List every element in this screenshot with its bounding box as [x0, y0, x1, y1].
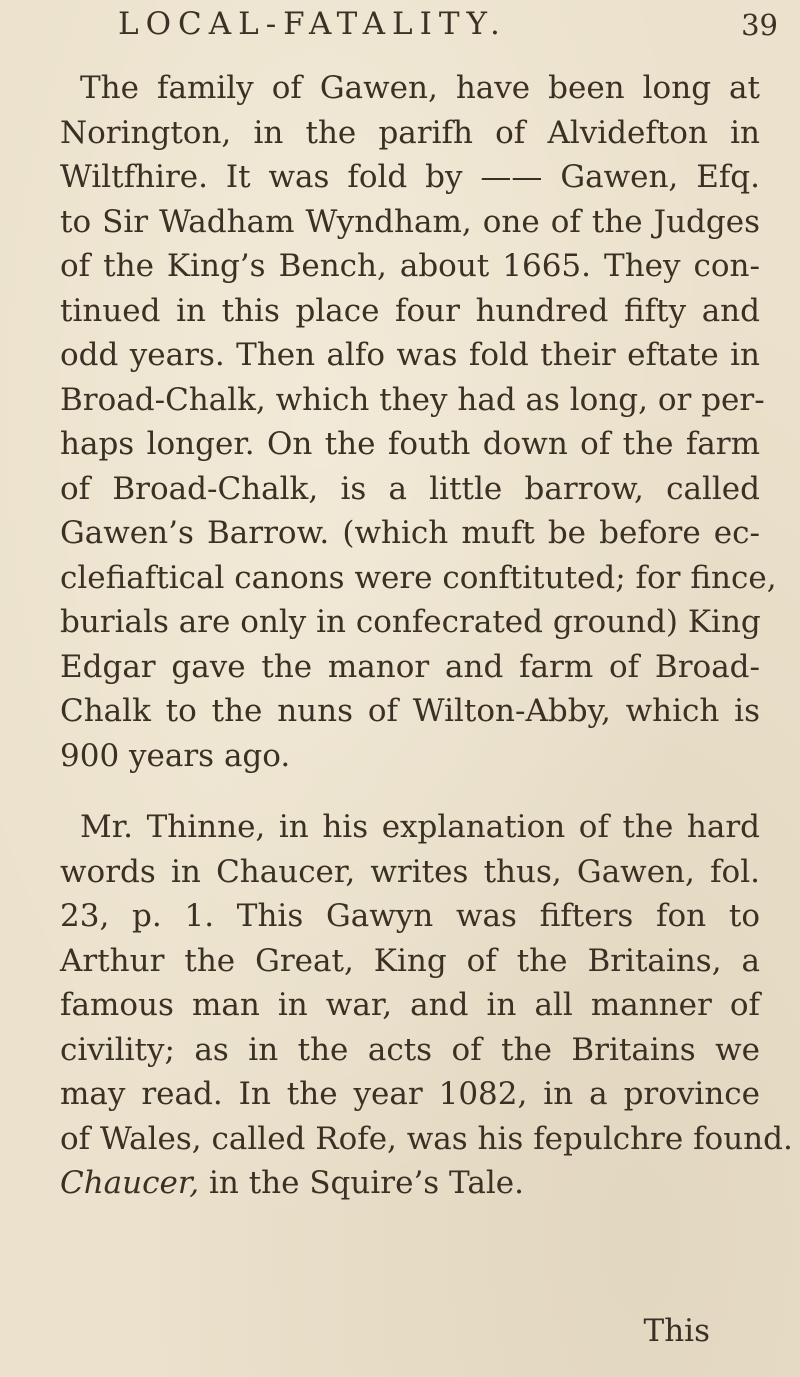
text-line: of Broad-Chalk, is a little barrow, called [60, 470, 760, 507]
text-line: civility; as in the acts of the Britains we [60, 1031, 760, 1068]
text-line: Mr. Thinne, in his explanation of the hard [80, 809, 760, 845]
text-line: Gawen’s Barrow. (which muft be before ec- [60, 515, 760, 551]
text-line: Chalk to the nuns of Wilton-Abby, which is [60, 693, 760, 729]
text-line: of Wales, called Rofe, was his fepulchre found. [60, 1120, 793, 1157]
paragraph-gawen-family [60, 66, 777, 778]
text-line: Norington, in the parifh of Alvidefton in [60, 114, 760, 151]
text-line: haps longer. On the fouth down of the farm [60, 426, 760, 462]
text-line: tinued in this place four hundred fifty and [60, 292, 760, 329]
cited-author: Chaucer, [60, 1165, 200, 1201]
text-line: clefiaftical canons were conftituted; for fince, [60, 559, 777, 596]
text-line: burials are only in confecrated ground) King [60, 604, 761, 640]
citation-line [60, 1161, 760, 1206]
text-line: Wiltfhire. It was fold by —— Gawen, Efq. [60, 159, 760, 195]
text-line: to Sir Wadham Wyndham, one of the Judges [60, 203, 760, 240]
text-line: may read. In the year 1082, in a province [60, 1076, 760, 1112]
text-line: 900 years ago. [60, 737, 291, 774]
text-line: odd years. Then alfo was fold their eftate in [60, 337, 760, 373]
text-line: 23, p. 1. This Gawyn was fifters fon to [60, 898, 760, 934]
paragraph-thinne-explanation [60, 805, 793, 1206]
page-number: 39 [741, 8, 778, 42]
text-line: Edgar gave the manor and farm of Broad- [60, 648, 760, 685]
cited-work: in the Squire’s Tale. [199, 1165, 524, 1201]
text-line: famous man in war, and in all manner of [60, 987, 760, 1023]
text-line: The family of Gawen, have been long at [80, 70, 760, 106]
running-head: LOCAL-FATALITY. [118, 6, 507, 42]
text-line: words in Chaucer, writes thus, Gawen, fol. [60, 853, 760, 890]
text-line: of the King’s Bench, about 1665. They con- [60, 248, 760, 284]
text-line: Broad-Chalk, which they had as long, or per- [60, 381, 765, 418]
text-line: Arthur the Great, King of the Britains, a [60, 942, 760, 979]
catchword: This [643, 1313, 710, 1349]
page-header [118, 6, 778, 56]
